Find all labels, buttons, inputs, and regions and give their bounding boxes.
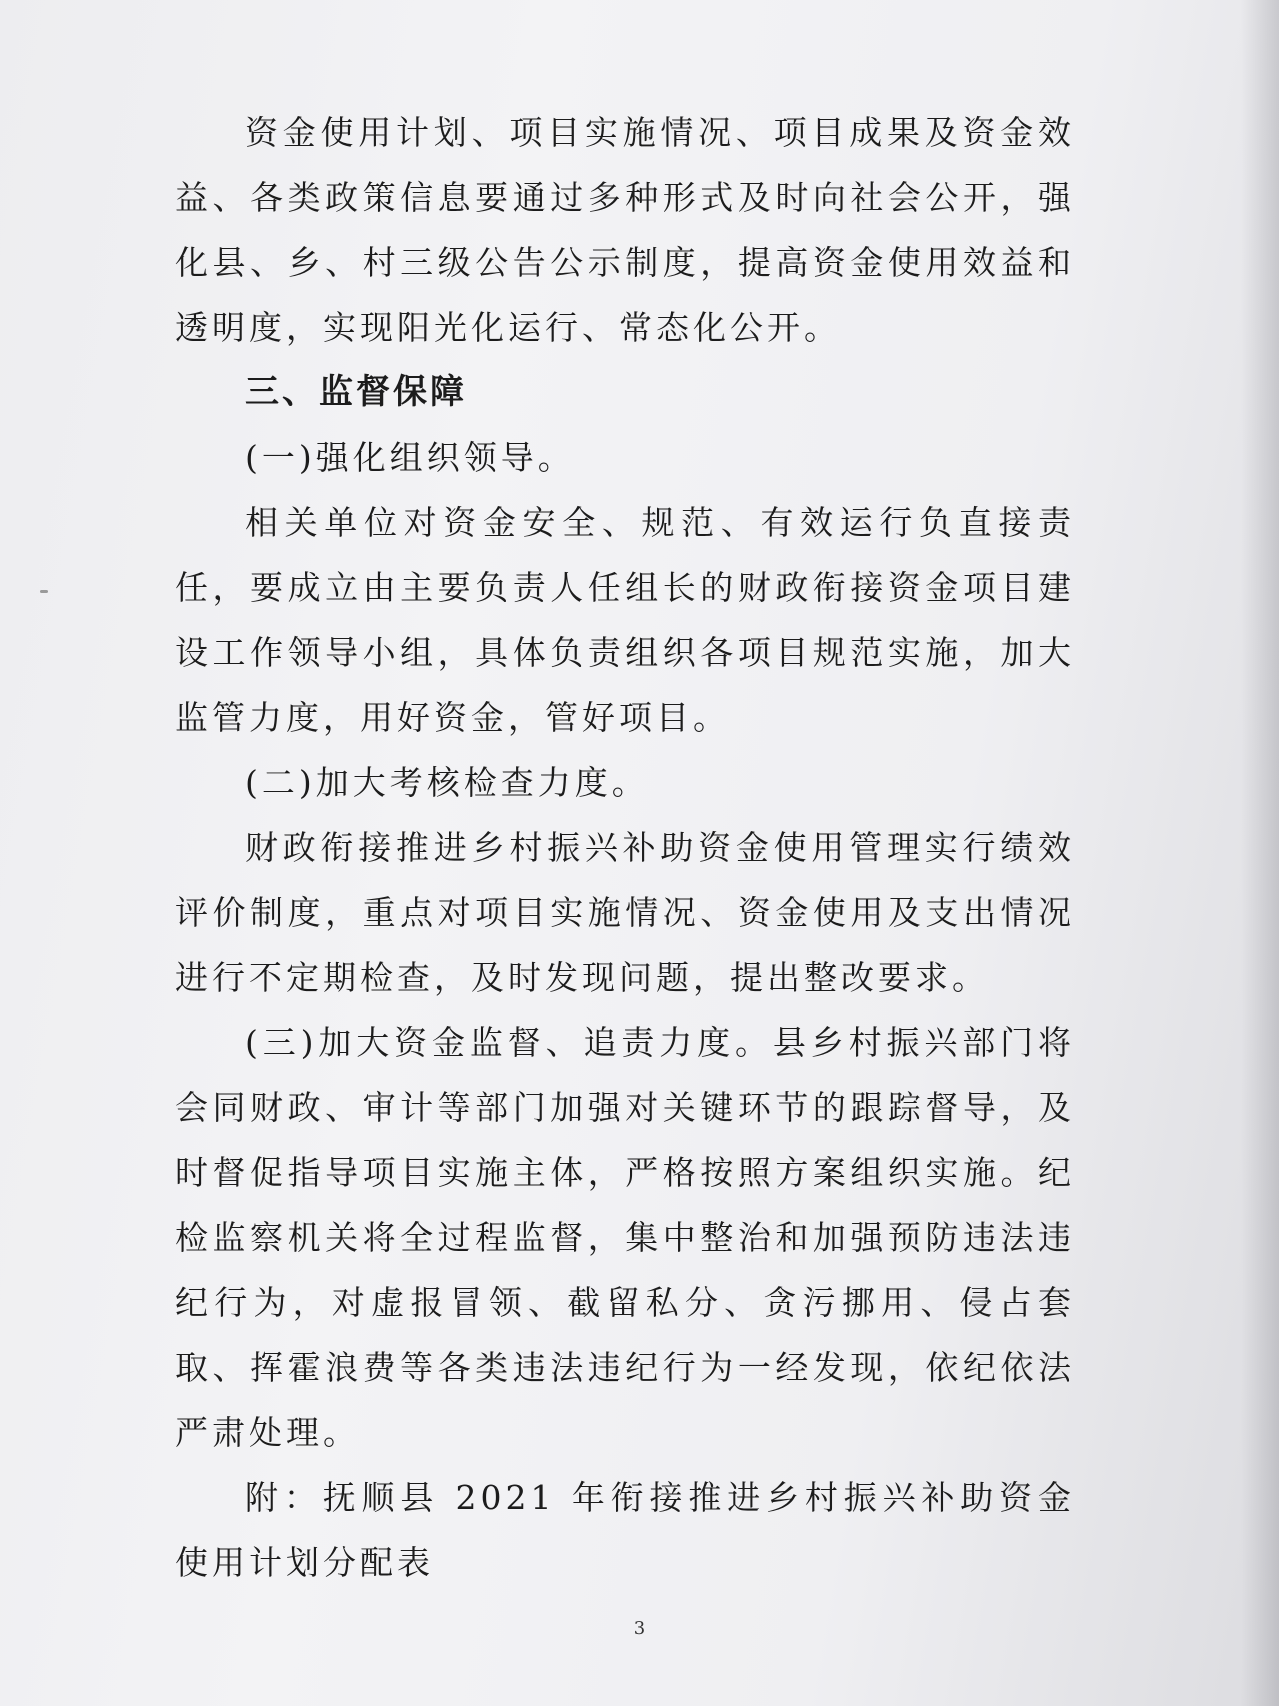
page-edge-shadow [1241, 0, 1279, 1706]
paragraph-supervision: (三)加大资金监督、追责力度。县乡村振兴部门将会同财政、审计等部门加强对关键环节的跟踪督导，及时督促指导项目实施主体，严格按照方案组织实施。纪检监察机关将全过程监督，集中整治和加强预防违法违纪行为，对虚报冒领、截留私分、贪污挪用、侵占套取、挥霍浪费等各类违法违纪行为一经发现，依纪依法严肃处理。 [175, 1023, 1075, 1452]
paper-speck [40, 590, 48, 593]
paragraph-disclosure: 资金使用计划、项目实施情况、项目成果及资金效益、各类政策信息要通过多种形式及时向社会公开，强化县、乡、村三级公告公示制度，提高资金使用效益和透明度，实现阳光化运行、常态化公开。 [175, 113, 1075, 347]
subheading-inspection: (二)加大考核检查力度。 [245, 763, 649, 802]
paragraph-inspection: 财政衔接推进乡村振兴补助资金使用管理实行绩效评价制度，重点对项目实施情况、资金使用及支出情况进行不定期检查，及时发现问题，提出整改要求。 [175, 828, 1075, 997]
section-heading: 三、监督保障 [245, 372, 467, 412]
paragraph-attachment: 附：抚顺县 2021 年衔接推进乡村振兴补助资金使用计划分配表 [175, 1478, 1075, 1582]
page-number: 3 [633, 1618, 646, 1639]
paragraph-organization: 相关单位对资金安全、规范、有效运行负直接责任，要成立由主要负责人任组长的财政衔接资金项目建设工作领导小组，具体负责组织各项目规范实施，加大监管力度，用好资金，管好项目。 [175, 503, 1075, 737]
subheading-organization: (一)强化组织领导。 [245, 438, 575, 477]
document-body [175, 100, 1075, 1595]
